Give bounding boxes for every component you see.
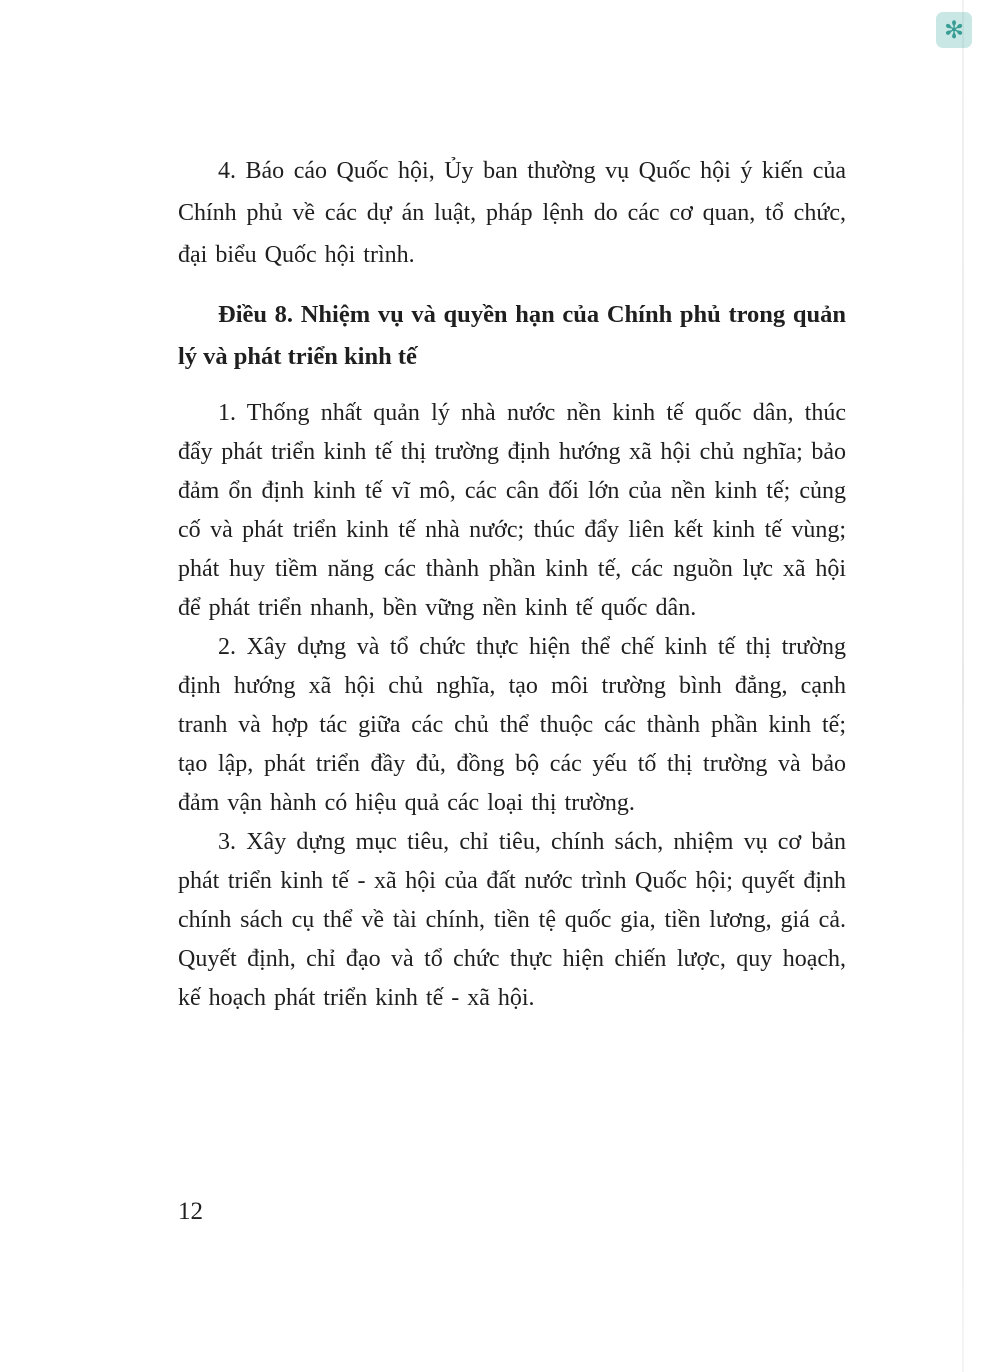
page-number: 12	[178, 1198, 203, 1225]
paragraph-clause-1: 1. Thống nhất quản lý nhà nước nền kinh tế quốc dân, thúc đẩy phát triển kinh tế thị trường định hướng xã hội chủ nghĩa; bảo đảm ổn định kinh tế vĩ mô, các cân đối lớn của nền kinh tế; củng cố và phát triển kinh tế nhà nước; thúc đẩy liên kết kinh tế vùng; phát huy tiềm năng các thành phần kinh tế, các nguồn lực xã hội để phát triển nhanh, bền vững nền kinh tế quốc dân.	[178, 400, 846, 621]
article-8-heading: Điều 8. Nhiệm vụ và quyền hạn của Chính phủ trong quản lý và phát triển kinh tế	[178, 301, 846, 370]
paragraph-clause-2: 2. Xây dựng và tổ chức thực hiện thể chế kinh tế thị trường định hướng xã hội chủ nghĩa, tạo môi trường bình đẳng, cạnh tranh và hợp tác giữa các chủ thể thuộc các thành phần kinh tế; tạo lập, phát triển đầy đủ, đồng bộ các yếu tố thị trường và bảo đảm vận hành có hiệu quả các loại thị trường.	[178, 634, 846, 816]
page-edge-line	[962, 0, 964, 1372]
decorative-flower-icon: ✻	[936, 12, 972, 48]
paragraph-clause-3: 3. Xây dựng mục tiêu, chỉ tiêu, chính sách, nhiệm vụ cơ bản phát triển kinh tế - xã hội của đất nước trình Quốc hội; quyết định chính sách cụ thể về tài chính, tiền tệ quốc gia, tiền lương, giá cả. Quyết định, chỉ đạo và tổ chức thực hiện chiến lược, quy hoạch, kế hoạch phát triển kinh tế - xã hội.	[178, 829, 846, 1011]
paragraph-item-4: 4. Báo cáo Quốc hội, Ủy ban thường vụ Quốc hội ý kiến của Chính phủ về các dự án luật, pháp lệnh do các cơ quan, tổ chức, đại biểu Quốc hội trình.	[178, 158, 846, 268]
page-content	[178, 150, 846, 1018]
